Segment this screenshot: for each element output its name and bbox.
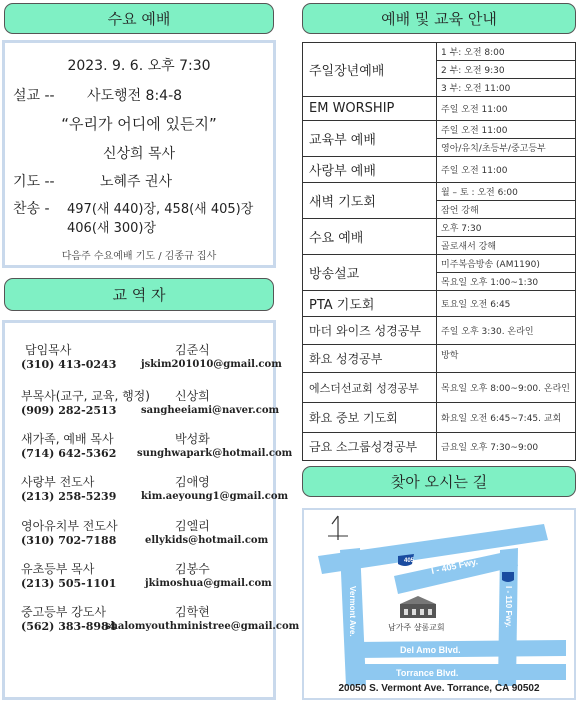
staff-phone: (310) 702-7188 <box>21 534 117 547</box>
schedule-header-text: 예배 및 교육 안내 <box>381 10 497 28</box>
table-row <box>303 291 576 317</box>
schedule-name: PTA 기도회 <box>303 291 437 317</box>
staff-header <box>4 278 274 311</box>
table-row <box>303 433 576 461</box>
prayer-label: 기도 -- <box>13 174 55 190</box>
directions-header <box>302 466 576 497</box>
schedule-time: 화요일 오전 6:45~7:45. 교회 <box>437 403 576 433</box>
church-building-icon <box>400 596 436 618</box>
church-label: 남가주 샬롬교회 <box>388 623 445 632</box>
staff-role: 담임목사 <box>25 343 72 357</box>
schedule-name: 수요 예배 <box>303 219 437 255</box>
staff-email[interactable]: jkimoshua@gmail.com <box>145 578 272 589</box>
schedule-time: 주일 오후 3:30. 온라인 <box>437 317 576 345</box>
schedule-name: 방송설교 <box>303 255 437 291</box>
street-label-del-amo: Del Amo Blvd. <box>400 645 461 655</box>
hymn-line-1: 497(새 440)장, 458(새 405)장 <box>67 202 254 217</box>
schedule-time: 미주복음방송 (AM1190) <box>437 255 576 273</box>
street-label-torrance: Torrance Blvd. <box>396 668 459 678</box>
table-row <box>303 219 576 237</box>
schedule-time: 금요일 오후 7:30~9:00 <box>437 433 576 461</box>
wednesday-header-text: 수요 예배 <box>107 10 171 28</box>
street-label-vermont: Vermont Ave. <box>348 586 357 637</box>
schedule-name: 교육부 예배 <box>303 121 437 157</box>
wednesday-header <box>4 3 274 34</box>
fwy-405-shield-number: 405 <box>404 558 415 564</box>
staff-phone: (562) 383-8984 <box>21 620 117 633</box>
schedule-name: 에스더선교회 성경공부 <box>303 373 437 403</box>
staff-email[interactable]: kim.aeyoung1@gmail.com <box>141 491 289 502</box>
sermon-ref: 사도행전 8:4-8 <box>87 88 183 104</box>
wednesday-panel <box>2 40 276 268</box>
staff-phone: (310) 413-0243 <box>21 358 117 371</box>
staff-name: 신상희 <box>175 389 210 403</box>
sermon-label: 설교 -- <box>13 88 55 104</box>
staff-phone: (213) 505-1101 <box>21 577 117 590</box>
schedule-time: 오후 7:30 <box>437 219 576 237</box>
staff-role: 영아유치부 전도사 <box>21 519 118 533</box>
schedule-time: 골로새서 강해 <box>437 237 576 255</box>
schedule-time: 주일 오전 11:00 <box>437 157 576 183</box>
schedule-name: 새벽 기도회 <box>303 183 437 219</box>
schedule-name: EM WORSHIP <box>303 97 437 121</box>
staff-name: 김애영 <box>175 475 210 489</box>
table-row <box>303 183 576 201</box>
north-arrow-icon <box>328 516 348 540</box>
map <box>302 508 576 700</box>
staff-name: 김준식 <box>175 343 210 357</box>
table-row <box>303 403 576 433</box>
staff-name: 김봉수 <box>175 562 210 576</box>
schedule-name: 사랑부 예배 <box>303 157 437 183</box>
next-prayer-note: 다음주 수요예배 기도 / 김종규 집사 <box>61 251 217 262</box>
service-date: 2023. 9. 6. 오후 7:30 <box>67 58 211 74</box>
schedule-time: 3 부: 오전 11:00 <box>437 79 576 97</box>
schedule-time: 목요일 오후 1:00~1:30 <box>437 273 576 291</box>
staff-email[interactable]: ellykids@hotmail.com <box>145 535 269 546</box>
staff-phone: (714) 642-5362 <box>21 447 117 460</box>
schedule-name: 화요 성경공부 <box>303 345 437 373</box>
staff-role: 사랑부 전도사 <box>21 475 95 489</box>
schedule-name: 금요 소그룹성경공부 <box>303 433 437 461</box>
staff-role: 새가족, 예배 목사 <box>21 432 114 446</box>
table-row <box>303 43 576 61</box>
staff-name: 김엘리 <box>175 519 210 533</box>
staff-role: 중고등부 강도사 <box>21 605 106 619</box>
hymn-line-2: 406(새 300)장 <box>67 221 157 236</box>
staff-phone: (909) 282-2513 <box>21 404 117 417</box>
schedule-table <box>302 42 576 461</box>
staff-email[interactable]: shalomyouthministree@gmail.com <box>105 621 300 632</box>
schedule-time: 주일 오전 11:00 <box>437 97 576 121</box>
table-row <box>303 345 576 373</box>
table-row <box>303 317 576 345</box>
schedule-time: 주일 오전 11:00 <box>437 121 576 139</box>
schedule-time: 1 부: 오전 8:00 <box>437 43 576 61</box>
fwy-110-shield-icon <box>502 572 514 582</box>
church-address: 20050 S. Vermont Ave. Torrance, CA 90502 <box>338 683 540 694</box>
schedule-time: 2 부: 오전 9:30 <box>437 61 576 79</box>
preacher: 신상희 목사 <box>102 146 176 162</box>
table-row <box>303 255 576 273</box>
schedule-time: 월 – 토 : 오전 6:00 <box>437 183 576 201</box>
staff-phone: (213) 258-5239 <box>21 490 117 503</box>
table-row <box>303 373 576 403</box>
sermon-title: “우리가 어디에 있든지” <box>61 115 217 133</box>
staff-header-text: 교 역 자 <box>112 286 166 304</box>
street-label-190th: W. 190th St. <box>424 523 477 540</box>
staff-name: 박성화 <box>175 432 210 446</box>
staff-role: 유초등부 목사 <box>21 562 95 576</box>
schedule-name: 주일장년예배 <box>303 43 437 97</box>
schedule-header <box>302 3 576 34</box>
fwy-label-405: I - 405 Fwy. <box>430 556 479 576</box>
staff-email[interactable]: jskim201010@gmail.com <box>141 359 282 370</box>
schedule-time: 목요일 오후 8:00~9:00. 온라인 <box>437 373 576 403</box>
hymn-label: 찬송 - <box>13 201 50 217</box>
directions-header-text: 찾아 오시는 길 <box>390 473 488 491</box>
schedule-name: 마더 와이즈 성경공부 <box>303 317 437 345</box>
fwy-405-shield-icon <box>398 554 415 566</box>
staff-name: 김학현 <box>175 605 210 619</box>
staff-email[interactable]: sangheeiami@naver.com <box>141 405 280 416</box>
table-row <box>303 157 576 183</box>
staff-panel <box>2 320 300 700</box>
staff-email[interactable]: sunghwapark@hotmail.com <box>137 448 293 459</box>
schedule-time: 영아/유치/초등부/중고등부 <box>437 139 576 157</box>
prayer-person: 노혜주 권사 <box>100 174 173 190</box>
fwy-label-110: I - 110 Fwy. <box>504 586 513 628</box>
map-drawing <box>304 510 574 698</box>
schedule-time: 토요일 오전 6:45 <box>437 291 576 317</box>
staff-role: 부목사(교구, 교육, 행정) <box>21 389 150 403</box>
schedule-time: 잠언 강해 <box>437 201 576 219</box>
schedule-name: 화요 중보 기도회 <box>303 403 437 433</box>
schedule-time: 방학 <box>437 345 576 373</box>
table-row <box>303 97 576 121</box>
road-torrance <box>354 664 566 680</box>
table-row <box>303 121 576 139</box>
